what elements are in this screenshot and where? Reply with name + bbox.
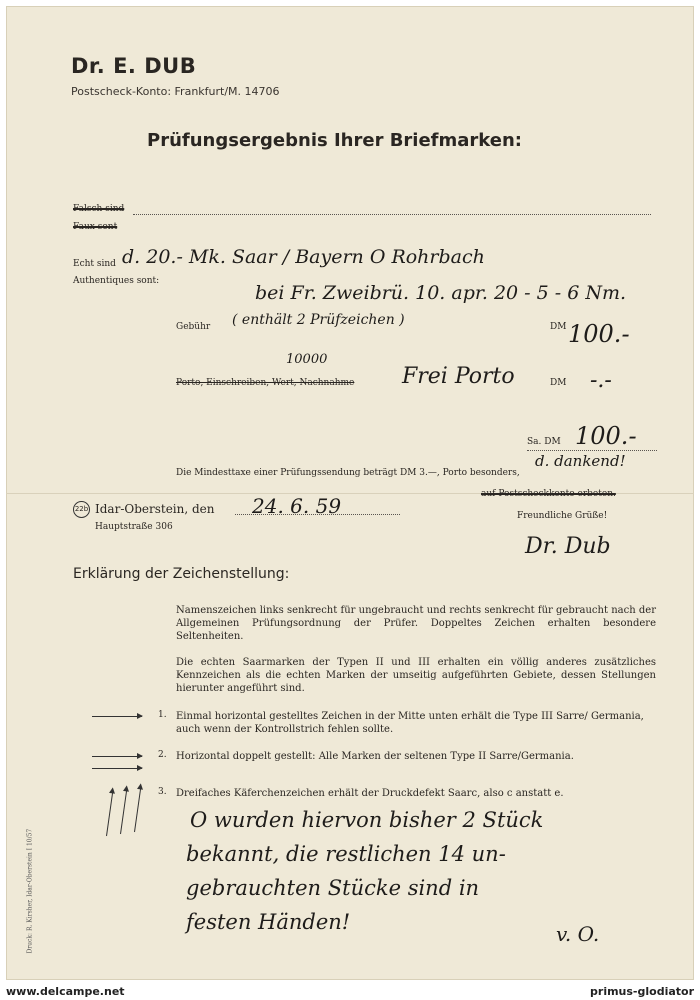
place-badge-label: 22b xyxy=(74,505,89,513)
street-label: Hauptstraße 306 xyxy=(95,522,173,532)
postscheck-text: auf Postscheckkonto erbeten. xyxy=(481,489,616,499)
label-falsch: Falsch sind xyxy=(73,204,125,214)
porto-extra-handwriting: 10000 xyxy=(286,352,328,367)
note-initials: v. O. xyxy=(556,922,600,946)
dankend-handwriting: d. dankend! xyxy=(535,452,626,470)
explanation-para-1: Namenszeichen links senkrecht für ungebraucht und rechts senkrecht für gebraucht nach der Allgemeinen Prüfungsordnung der Prüfer. Doppeltes Zeichen erhalten besondere Seltenheiten. xyxy=(176,605,656,642)
label-dm-2: DM xyxy=(550,378,567,388)
label-faux: Faux sont xyxy=(73,222,118,232)
note-line-1: O wurden hiervon bisher 2 Stück xyxy=(190,808,544,832)
falsch-line xyxy=(133,214,651,215)
echt-handwriting-1: d. 20.- Mk. Saar / Bayern O Rohrbach xyxy=(122,246,485,268)
note-line-3: gebrauchten Stücke sind in xyxy=(186,876,480,900)
arrow-item-2b xyxy=(92,768,142,769)
label-porto: Porto, Einschreiben, Wert, Nachnahme xyxy=(176,378,355,388)
gebuehr-amount: 100.- xyxy=(568,320,630,348)
signature: Dr. Dub xyxy=(525,534,611,559)
sum-amount: 100.- xyxy=(575,422,637,450)
label-authentiques: Authentiques sont: xyxy=(73,276,160,286)
explanation-para-2: Die echten Saarmarken der Typen II und III erhalten ein völlig anderes zusätzliches Kennzeichen als die echten Marken der umseitig aufgeführten Gebiete, dessen Stellungen hierunter angeführt sind. xyxy=(176,657,656,694)
letterhead-name: Dr. E. DUB xyxy=(71,54,197,78)
item-1-text: Einmal horizontal gestelltes Zeichen in der Mitte unten erhält die Type III Sarre/ Germania, auch wenn der Kontrollstrich fehlen sollte. xyxy=(176,711,644,735)
letterhead-account: Postscheck-Konto: Frankfurt/M. 14706 xyxy=(71,85,280,98)
page-title: Prüfungsergebnis Ihrer Briefmarken: xyxy=(147,130,523,151)
item-3-text: Dreifaches Käferchenzeichen erhält der Druckdefekt Saarc, also c anstatt e. xyxy=(176,788,564,799)
place-badge xyxy=(73,501,90,518)
porto-amount: -.- xyxy=(590,368,612,393)
place-label: Idar-Oberstein, den xyxy=(95,502,215,516)
arrow-item-2a xyxy=(92,756,142,757)
item-2-number: 2. xyxy=(158,750,167,760)
label-dm-1: DM xyxy=(550,322,567,332)
label-gebuehr: Gebühr xyxy=(176,322,211,332)
date-handwriting: 24. 6. 59 xyxy=(252,494,342,518)
explanation-heading: Erklärung der Zeichenstellung: xyxy=(73,566,290,582)
note-line-4: festen Händen! xyxy=(186,910,351,934)
mindesttaxe-text: Die Mindesttaxe einer Prüfungssendung beträgt DM 3.—, Porto besonders, xyxy=(176,468,520,478)
porto-handwriting: Frei Porto xyxy=(402,364,515,389)
footer-bar xyxy=(0,985,700,1000)
gebuehr-handwriting: ( enthält 2 Prüfzeichen ) xyxy=(232,312,405,328)
footer-right-watermark: primus-glodiator xyxy=(590,985,694,998)
arrow-item-1 xyxy=(92,716,142,717)
sum-line xyxy=(527,450,657,451)
echt-handwriting-2: bei Fr. Zweibrü. 10. apr. 20 - 5 - 6 Nm. xyxy=(255,282,627,304)
label-echt: Echt sind xyxy=(73,259,116,269)
item-1-number: 1. xyxy=(158,710,167,720)
printer-imprint: Druck: R. Kirsher, Idar-Oberstein I 10/57 xyxy=(26,828,34,954)
item-2-text: Horizontal doppelt gestellt: Alle Marken der seltenen Type II Sarre/Germania. xyxy=(176,751,574,762)
note-line-2: bekannt, die restlichen 14 un- xyxy=(186,842,506,866)
greetings-text: Freundliche Grüße! xyxy=(517,511,608,521)
footer-left-watermark: www.delcampe.net xyxy=(6,985,125,998)
label-sum-dm: Sa. DM xyxy=(527,437,561,447)
item-3-number: 3. xyxy=(158,787,167,797)
